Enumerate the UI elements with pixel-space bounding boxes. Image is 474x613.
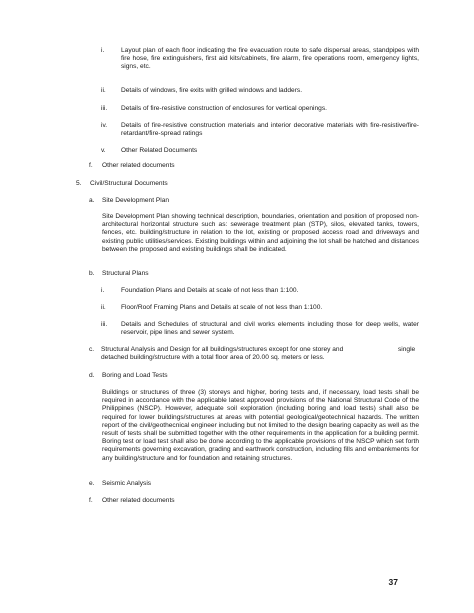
list-item-text: Other Related Documents: [121, 147, 198, 154]
section-number: 5.: [76, 180, 82, 187]
list-marker: f.: [89, 497, 93, 504]
list-marker: ii.: [101, 304, 106, 311]
list-marker: iii.: [101, 105, 108, 112]
list-item-text: Details of fire-resistive construction materials and interior decorative materials with fire-resistive/fire-retardant/fire-spread ratings: [121, 122, 419, 138]
list-item-text: Other related documents: [102, 497, 175, 504]
list-marker: i.: [101, 287, 105, 294]
subsection-heading: Site Development Plan: [102, 197, 170, 204]
list-item-text: Seismic Analysis: [102, 480, 152, 487]
list-item-text: Floor/Roof Framing Plans and Details at scale of not less than 1:100.: [121, 304, 323, 311]
paragraph-line: Structural Analysis and Design for all buildings/structures except for one storey and: [101, 346, 344, 353]
list-item-text: Details of windows, fire exits with grilled windows and ladders.: [121, 87, 303, 94]
list-marker: i.: [101, 47, 105, 54]
list-item-text: Details and Schedules of structural and civil works elements including those for deep wells, water reservoir, pipe lines and sewer system.: [121, 321, 419, 337]
list-marker: v.: [101, 147, 106, 154]
paragraph: Buildings or structures of three (3) storeys and higher, boring tests and, if necessary, load tests shall be required in accordance with the applicable latest approved provisions of the National Structural Code of the Philippines (NSCP). However, adequate soil exploration (including boring and load tests) shall also be required for lower buildings/structures at areas with potential geological/geotechnical hazards. The written report of the civil/geothecnical engineer including but not limited to the design bearing capacity as well as the result of tests shall be submitted together with the other requirements in the application for a building permit. Boring test or load test shall also be done according to the applicable provisions of the NSCP which set forth requirements governing excavation, grading and earthwork construction, including fills and embankments for any building/structure and for foundation and retaining structures.: [102, 389, 419, 462]
paragraph-line: detached building/structure with a total floor area of 20.00 sq. meters or less.: [101, 354, 325, 361]
list-marker: ii.: [101, 87, 106, 94]
list-marker: a.: [89, 197, 95, 204]
paragraph-line-tail: single: [398, 346, 416, 353]
list-item-text: Foundation Plans and Details at scale of not less than 1:100.: [121, 287, 299, 294]
paragraph: Site Development Plan showing technical description, boundaries, orientation and position of proposed non-architectural horizontal structure such as: sewerage treatment plan (STP), silos, elevated tanks, towers, fences, etc. building/structure in relation to the lot, existing or proposed access road and driveways and existing public utilities/services. Existing buildings within and adjoining the lot shall be hatched and distances between the proposed and existing buildings shall be indicated.: [102, 213, 419, 253]
subsection-heading: Boring and Load Tests: [102, 372, 168, 379]
list-marker: iv.: [101, 122, 108, 129]
list-item-text: Other related documents: [102, 162, 175, 169]
section-heading: Civil/Structural Documents: [90, 180, 168, 187]
subsection-heading: Structural Plans: [102, 270, 149, 277]
list-marker: iii.: [101, 321, 108, 328]
list-item-text: Details of fire-resistive construction of enclosures for vertical openings.: [121, 105, 327, 112]
list-item-text: Layout plan of each floor indicating the fire evacuation route to safe dispersal areas, standpipes with fire hose, fire extinguishers, first aid kits/cabinets, fire alarm, fire operations room, emergency lights, signs, etc.: [121, 47, 419, 71]
list-marker: e.: [89, 480, 95, 487]
list-marker: c.: [89, 346, 95, 353]
list-marker: f.: [89, 162, 93, 169]
list-marker: d.: [89, 372, 95, 379]
list-marker: b.: [89, 270, 95, 277]
page-number: 37: [388, 577, 398, 587]
